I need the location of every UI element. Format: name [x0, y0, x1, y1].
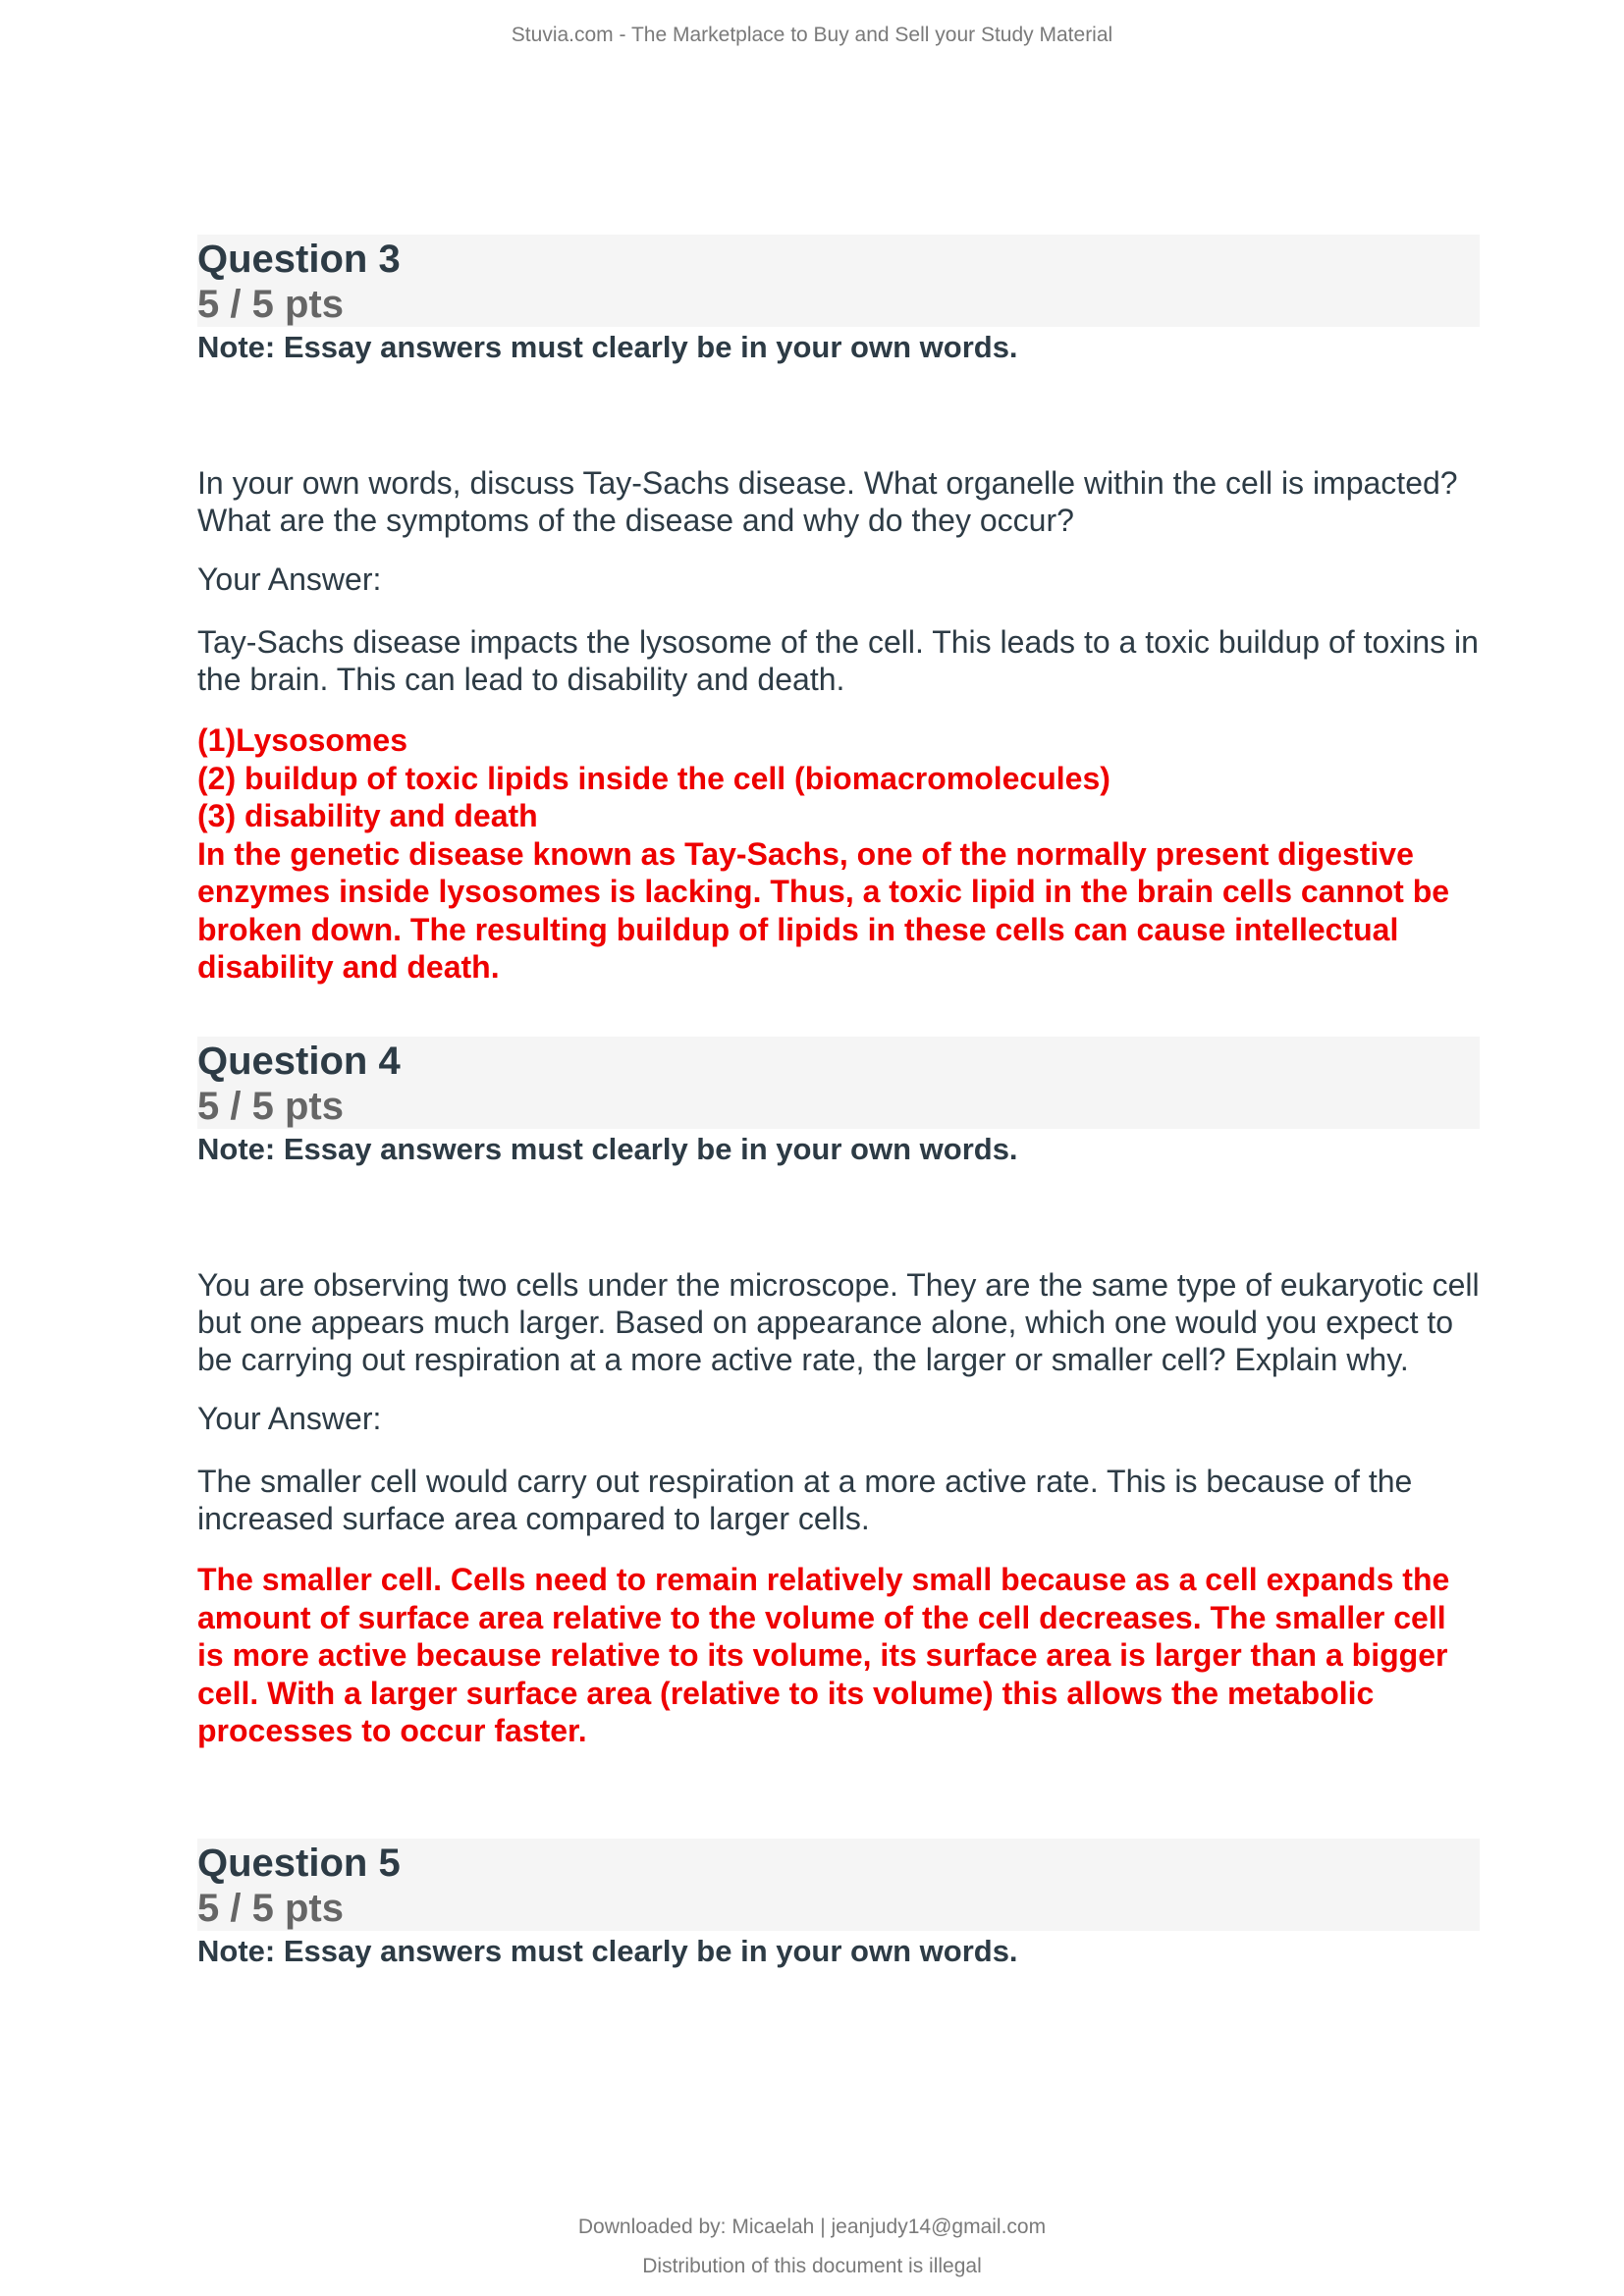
question-3-points: 5 / 5 pts	[197, 283, 344, 326]
question-3-note: Note: Essay answers must clearly be in your own words.	[197, 330, 1018, 364]
question-4-answer: The smaller cell would carry out respiration at a more active rate. This is because of the increased surface area compared to larger cells.	[197, 1464, 1413, 1536]
question-5-note: Note: Essay answers must clearly be in your own words.	[197, 1934, 1018, 1968]
question-3-answer-label: Your Answer:	[197, 561, 382, 597]
question-5-title: Question 5	[197, 1842, 401, 1885]
footer-downloaded-by: Downloaded by: Micaelah | jeanjudy14@gmail.com	[577, 2216, 1047, 2238]
question-3-prompt: In your own words, discuss Tay-Sachs disease. What organelle within the cell is impacted? What are the symptoms of the disease and why do they occur?	[197, 465, 1458, 538]
question-3-feedback-line: (3) disability and death	[197, 798, 538, 833]
question-4-feedback-line: The smaller cell. Cells need to remain relatively small because as a cell expands the amount of surface area relative to the volume of the cell decreases. The smaller cell is more active because relative to its volume, its surface area is larger than a bigger cell. With a larger surface area (relative to its volume) this allows the metabolic processes to occur faster.	[197, 1562, 1450, 1748]
question-3-answer: Tay-Sachs disease impacts the lysosome of the cell. This leads to a toxic buildup of toxins in the brain. This can lead to disability and death.	[197, 624, 1479, 697]
question-4-title: Question 4	[197, 1040, 401, 1083]
stuvia-watermark: Stuvia.com - The Marketplace to Buy and Sell your Study Material	[511, 24, 1113, 46]
question-3-feedback-line: In the genetic disease known as Tay-Sachs, one of the normally present digestive enzymes inside lysosomes is lacking. Thus, a toxic lipid in the brain cells cannot be broken down. The resulting buildup of lipids in these cells can cause intellectual disability and death.	[197, 835, 1450, 985]
question-5-header	[197, 1839, 1480, 1931]
question-4-points: 5 / 5 pts	[197, 1085, 344, 1128]
question-3-feedback	[197, 721, 1480, 987]
question-3-feedback-line: (1)Lysosomes	[197, 722, 407, 758]
footer-distribution-notice: Distribution of this document is illegal	[642, 2255, 982, 2277]
question-5-block	[197, 1839, 1480, 1970]
question-3-block	[197, 235, 1480, 987]
question-4-prompt: You are observing two cells under the microscope. They are the same type of eukaryotic cell but one appears much larger. Based on appearance alone, which one would you expect to be carrying out respiration at a more active rate, the larger or smaller cell? Explain why.	[197, 1267, 1480, 1377]
question-4-feedback	[197, 1561, 1480, 1750]
question-5-points: 5 / 5 pts	[197, 1887, 344, 1930]
question-3-title: Question 3	[197, 238, 401, 281]
question-4-header	[197, 1037, 1480, 1129]
question-3-feedback-line: (2) buildup of toxic lipids inside the cell (biomacromolecules)	[197, 760, 1110, 796]
question-4-block	[197, 1037, 1480, 1750]
question-4-answer-label: Your Answer:	[197, 1401, 382, 1436]
question-4-note: Note: Essay answers must clearly be in your own words.	[197, 1132, 1018, 1166]
question-3-header	[197, 235, 1480, 327]
